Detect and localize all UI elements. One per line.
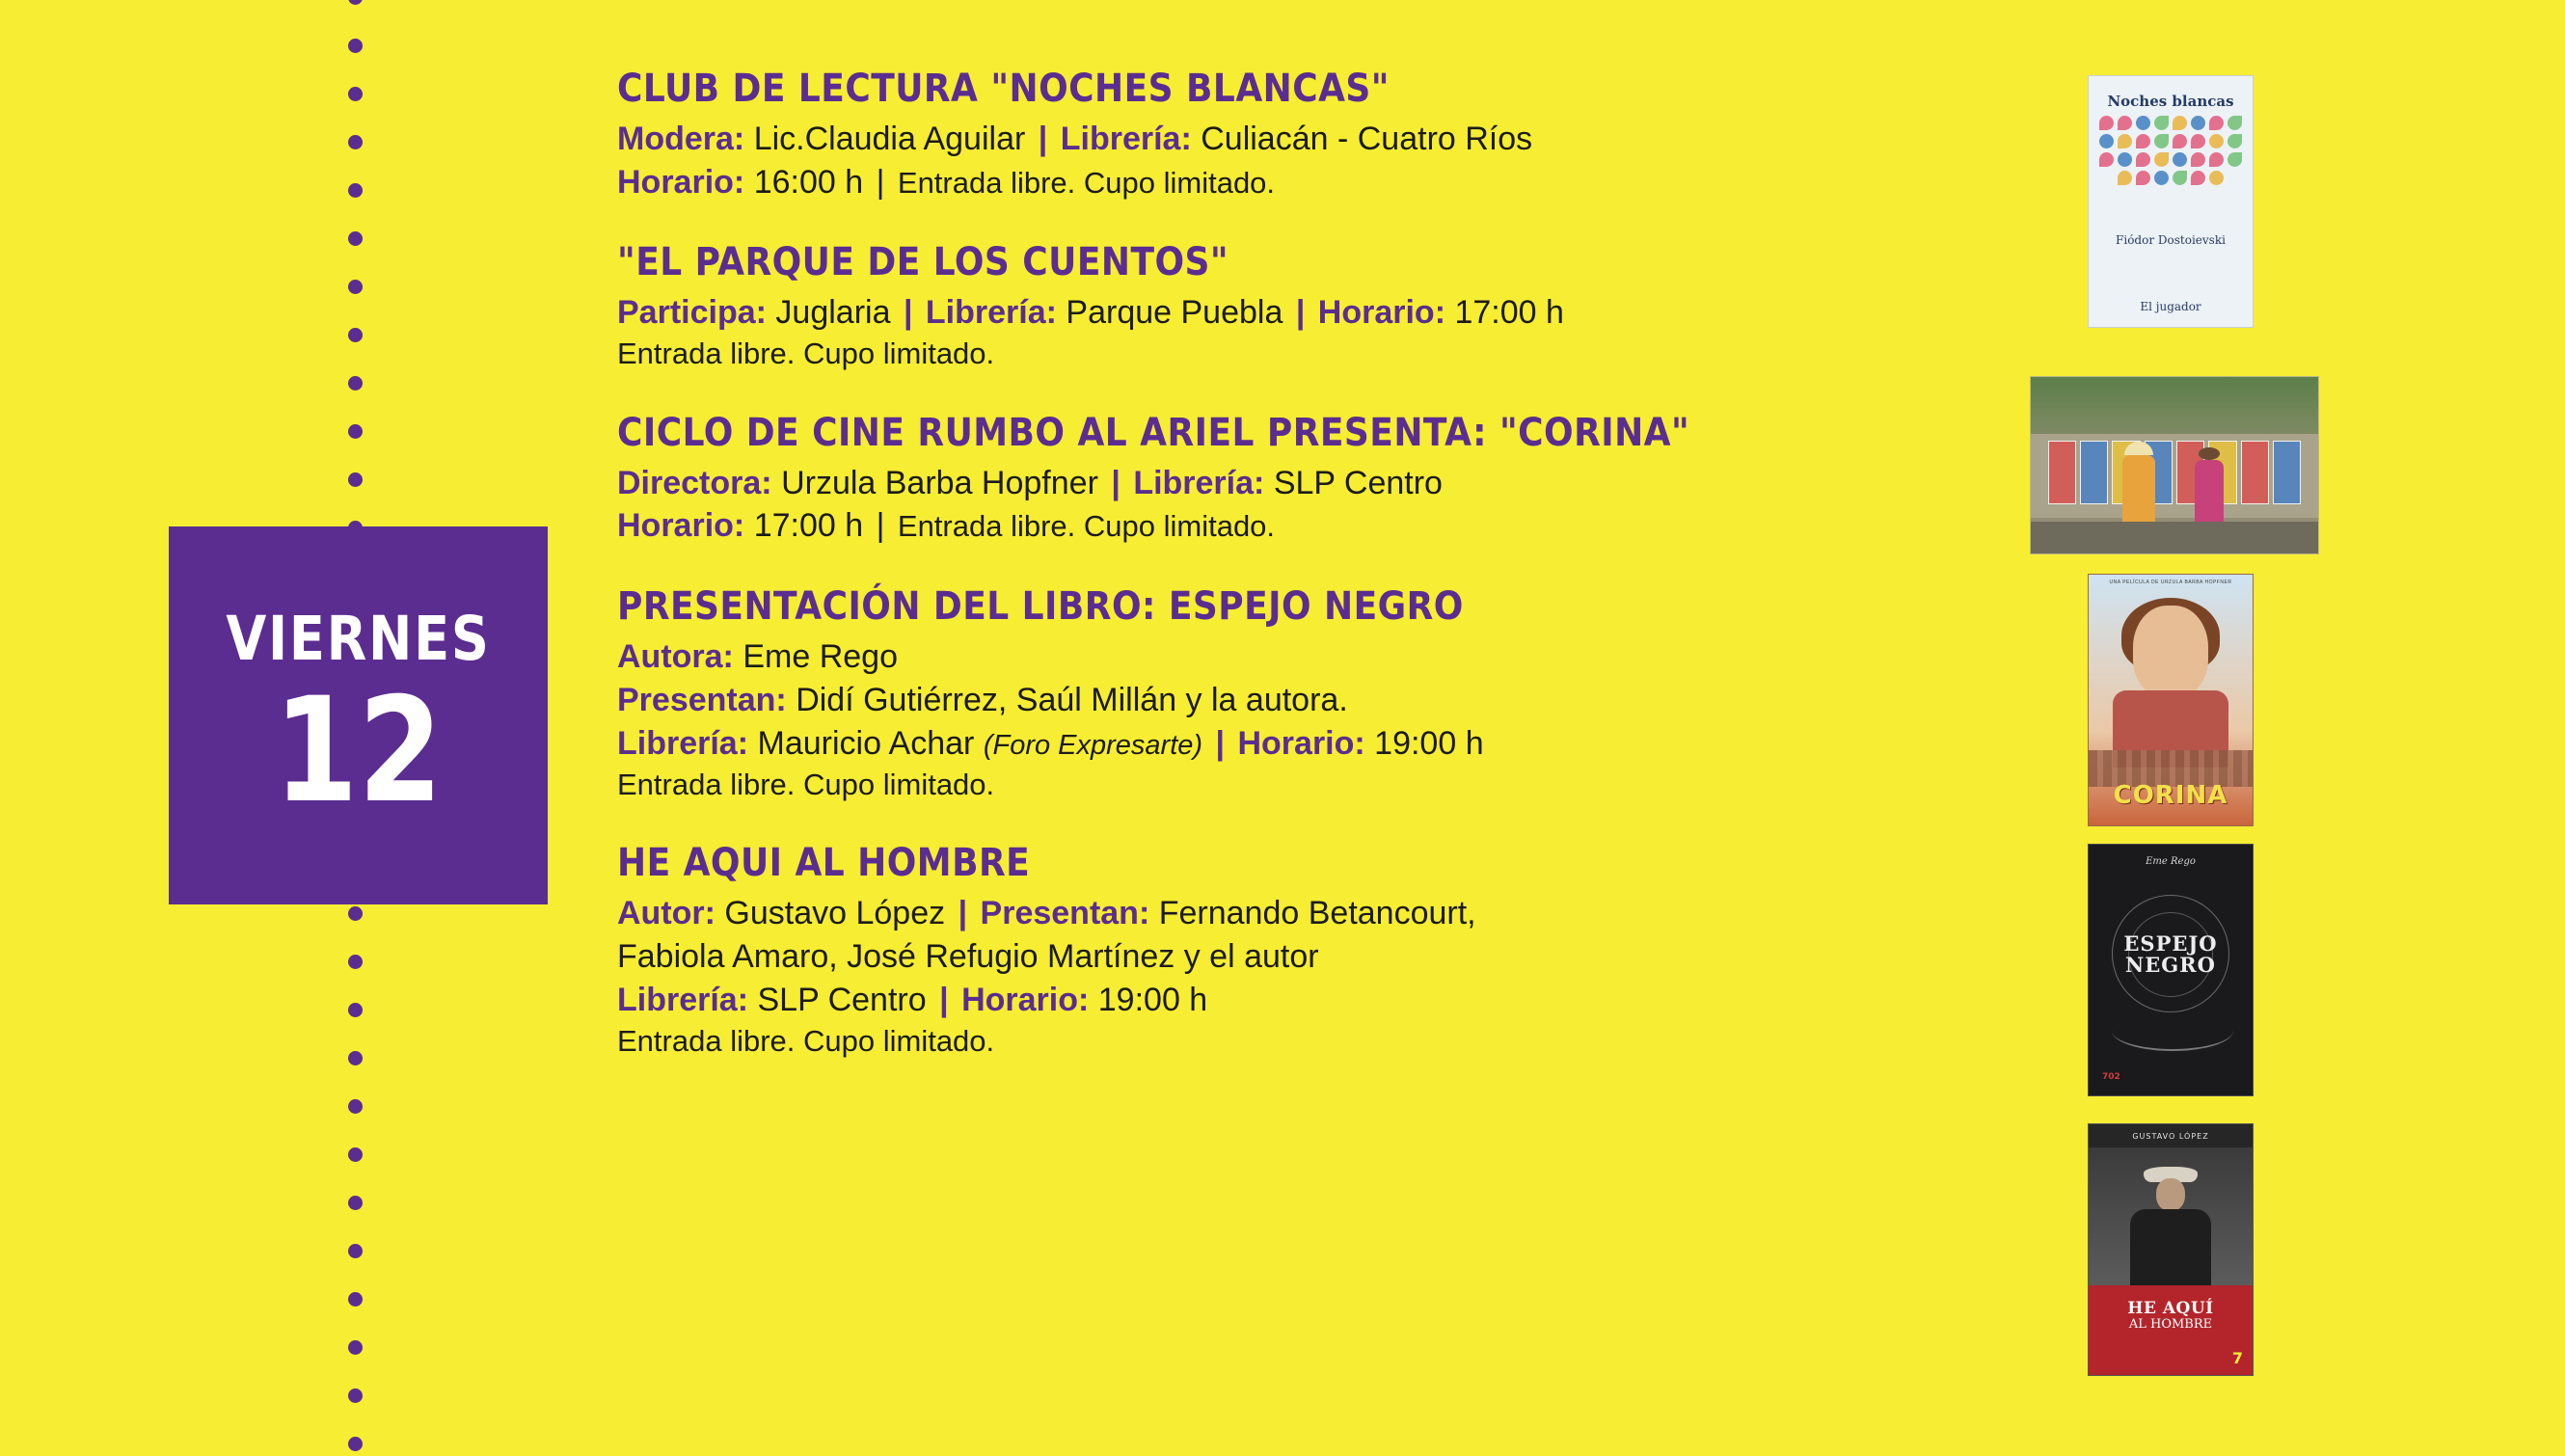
- corina-movie-poster-image: [2088, 574, 2254, 826]
- timeline-dot: [348, 472, 363, 487]
- separator: |: [876, 507, 885, 545]
- event-note: Entrada libre. Cupo limitado.: [617, 767, 995, 801]
- time-value: 17:00 h: [1454, 294, 1564, 332]
- director-value: Urzula Barba Hopfner: [781, 464, 1098, 501]
- events-list: [617, 67, 1986, 1060]
- event-venue-line: [617, 723, 1986, 765]
- time-value: 19:00 h: [1097, 981, 1208, 1018]
- separator: |: [876, 163, 885, 201]
- event-item-club-de-lectura: [617, 67, 1986, 202]
- photo-ground: [2031, 522, 2318, 553]
- separator: |: [958, 895, 968, 932]
- noches-blancas-book-cover-image: [2088, 75, 2254, 328]
- event-item-he-aqui-al-hombre: [617, 842, 1986, 1060]
- day-badge: [169, 526, 548, 904]
- event-detail-line: [617, 463, 1986, 504]
- cover-title: Noches blancas: [2107, 93, 2234, 110]
- time-label: Horario:: [1317, 294, 1446, 332]
- time-value: 16:00 h: [753, 163, 864, 201]
- venue-label: Librería:: [617, 981, 749, 1018]
- venue-extra: (Foro Expresarte): [983, 729, 1203, 761]
- cover-author: GUSTAVO LÓPEZ: [2132, 1132, 2209, 1141]
- timeline-dot: [348, 1051, 363, 1065]
- espejo-negro-book-cover-image: [2088, 844, 2254, 1096]
- timeline-dot: [348, 955, 363, 969]
- timeline-dot: [348, 906, 363, 921]
- event-title: CICLO DE CINE RUMBO AL ARIEL PRESENTA: "CORINA": [617, 410, 1690, 455]
- timeline-dot: [348, 1340, 363, 1355]
- poster-face: [2133, 606, 2208, 698]
- event-title: HE AQUI AL HOMBRE: [617, 841, 1031, 886]
- venue-value: Parque Puebla: [1066, 294, 1283, 332]
- page-number: 7: [2231, 1349, 2243, 1367]
- cover-head: [2156, 1178, 2185, 1211]
- event-item-espejo-negro: [617, 585, 1986, 803]
- timeline-dot: [348, 1196, 363, 1210]
- author-value: Eme Rego: [742, 638, 898, 676]
- separator: |: [939, 981, 949, 1018]
- event-title: "EL PARQUE DE LOS CUENTOS": [617, 240, 1229, 285]
- timeline-dot: [348, 1147, 363, 1162]
- time-label: Horario:: [617, 507, 745, 545]
- event-author-line: [617, 636, 1986, 678]
- time-label: Horario:: [1237, 724, 1365, 762]
- event-detail-line: [617, 119, 1986, 160]
- separator: |: [1038, 120, 1048, 157]
- cover-title-line-2: NEGRO: [2125, 953, 2216, 978]
- separator: |: [1111, 464, 1120, 501]
- timeline-dot: [348, 231, 363, 246]
- venue-value: SLP Centro: [757, 981, 927, 1018]
- cover-title-line-2: AL HOMBRE: [2128, 1316, 2213, 1332]
- time-value: 19:00 h: [1374, 724, 1484, 762]
- he-aqui-al-hombre-book-cover-image: [2088, 1123, 2254, 1376]
- photo-person-right: [2195, 460, 2224, 531]
- photo-posters: [2048, 441, 2301, 504]
- separator: |: [903, 294, 913, 332]
- timeline-dot: [348, 1099, 363, 1114]
- venue-value: Mauricio Achar: [757, 724, 975, 762]
- timeline-dot: [348, 39, 363, 53]
- moderator-label: Modera:: [617, 120, 745, 157]
- timeline-dot: [348, 1437, 363, 1451]
- event-note: Entrada libre. Cupo limitado.: [617, 1023, 995, 1058]
- presenters-label: Presentan:: [980, 895, 1150, 932]
- author-label: Autor:: [617, 895, 716, 932]
- timeline-dot: [348, 0, 363, 5]
- author-value: Gustavo López: [724, 895, 946, 932]
- event-time-line: [617, 162, 1986, 203]
- cover-title-line-1: HE AQUÍ: [2127, 1299, 2214, 1318]
- day-badge-weekday: VIERNES: [226, 603, 491, 674]
- participant-label: Participa:: [617, 294, 767, 332]
- timeline-dot: [348, 376, 363, 391]
- venue-label: Librería:: [1133, 464, 1265, 501]
- event-time-line: [617, 505, 1986, 547]
- presenters-value: Didí Gutiérrez, Saúl Millán y la autora.: [796, 681, 1348, 718]
- event-note: Entrada libre. Cupo limitado.: [897, 165, 1276, 200]
- cover-badge: 702: [2102, 1072, 2120, 1082]
- event-item-parque-de-los-cuentos: [617, 241, 1986, 372]
- event-venue-line: [617, 980, 1986, 1021]
- timeline-dot: [348, 1244, 363, 1258]
- cover-author: Fiódor Dostoievski: [2116, 232, 2226, 247]
- event-item-ciclo-de-cine-corina: [617, 412, 1986, 547]
- poster-credits: UNA PELÍCULA DE URZULA BARBA HOPFNER: [2109, 580, 2232, 585]
- venue-value: SLP Centro: [1273, 464, 1443, 501]
- timeline-dot: [348, 1292, 363, 1307]
- venue-label: Librería:: [617, 724, 749, 762]
- cover-title: [2089, 933, 2253, 976]
- event-note: Entrada libre. Cupo limitado.: [617, 337, 995, 371]
- cover-author: Eme Rego: [2146, 856, 2196, 867]
- cover-pattern-decoration: [2098, 116, 2243, 231]
- cover-streak-decoration: [2112, 1011, 2233, 1051]
- timeline-dot: [348, 1389, 363, 1403]
- event-title: PRESENTACIÓN DEL LIBRO: ESPEJO NEGRO: [617, 584, 1464, 630]
- separator: |: [1215, 724, 1226, 762]
- timeline-dot: [348, 87, 363, 101]
- venue-label: Librería:: [925, 294, 1057, 332]
- participant-value: Juglaria: [775, 294, 891, 332]
- time-label: Horario:: [617, 163, 745, 201]
- parque-de-los-cuentos-photo-image: [2030, 376, 2319, 554]
- timeline-dot: [348, 135, 363, 149]
- event-presenters-line: [617, 680, 1986, 721]
- event-detail-line: [617, 292, 1986, 334]
- presenters-value: Fernando Betancourt,: [1158, 895, 1476, 932]
- cover-subtitle: El jugador: [2140, 300, 2201, 313]
- poster-title: CORINA: [2113, 781, 2228, 810]
- cover-title-band: [2089, 1285, 2253, 1375]
- director-label: Directora:: [617, 464, 772, 501]
- timeline-dot: [348, 424, 363, 439]
- time-value: 17:00 h: [753, 507, 864, 545]
- venue-value: Culiacán - Cuatro Ríos: [1201, 120, 1533, 157]
- author-label: Autora:: [617, 638, 734, 676]
- venue-label: Librería:: [1060, 120, 1192, 157]
- timeline-dot: [348, 183, 363, 198]
- event-presenters-line-2: Fabiola Amaro, José Refugio Martínez y el autor: [617, 937, 1319, 975]
- presenters-label: Presentan:: [617, 681, 787, 718]
- event-author-line: [617, 893, 1986, 934]
- time-label: Horario:: [961, 981, 1090, 1018]
- event-title: CLUB DE LECTURA "NOCHES BLANCAS": [617, 67, 1390, 111]
- timeline-dot: [348, 280, 363, 294]
- day-badge-number: 12: [273, 666, 444, 835]
- timeline-dot: [348, 328, 363, 342]
- timeline-dot: [348, 1003, 363, 1017]
- event-note: Entrada libre. Cupo limitado.: [897, 509, 1276, 544]
- cover-title-line-1: ESPEJO: [2123, 931, 2218, 956]
- photo-person-left: [2122, 455, 2155, 532]
- cover-torso: [2130, 1209, 2211, 1288]
- separator: |: [1295, 294, 1306, 332]
- moderator-value: Lic.Claudia Aguilar: [753, 120, 1026, 157]
